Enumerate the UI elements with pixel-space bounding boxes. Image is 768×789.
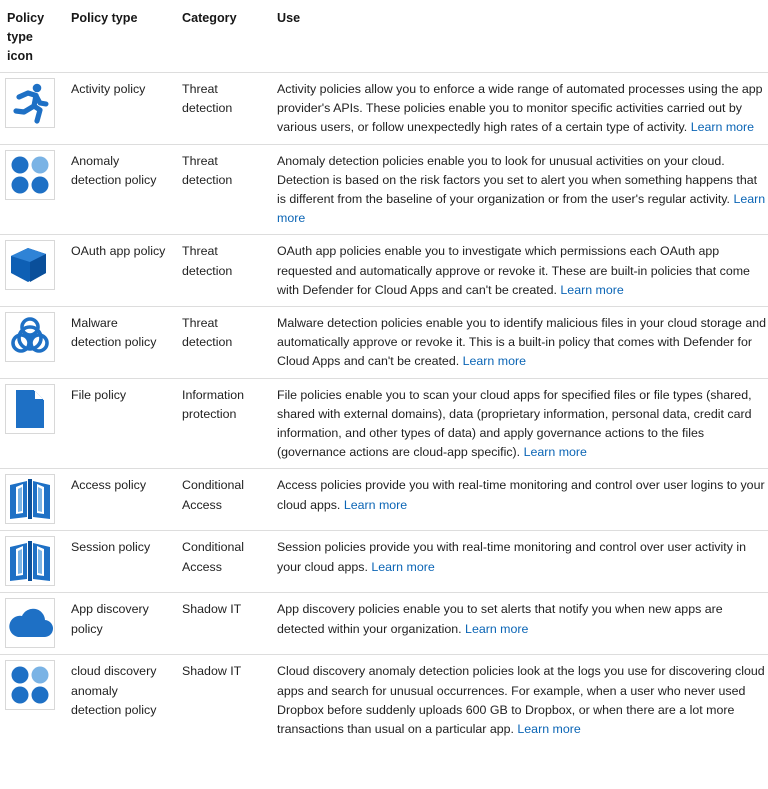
policy-type-cell: Activity policy [71, 82, 146, 96]
use-text: Cloud discovery anomaly detection policies look at the logs you use for discovering cloud apps and search for unusual occurrences. For example, when a user who never used Dropbox before suddenly uploads 600 GB to Dropbox, or when there are a lot more transactions than usual on a particular app. [277, 664, 765, 737]
table-header-row [0, 0, 768, 73]
header-use: Use [277, 11, 301, 25]
icon-cell [0, 73, 62, 145]
use-cell [268, 144, 768, 235]
policy-type-cell: OAuth app policy [71, 244, 166, 259]
policy-type-cell: Access policy [71, 478, 147, 493]
learn-more-link[interactable]: Learn more [371, 559, 435, 574]
table-row [0, 307, 768, 379]
use-cell [268, 469, 768, 531]
cube-icon [5, 240, 55, 290]
table-row [0, 469, 768, 531]
header-policy-type: Policy type [71, 11, 138, 25]
policy-type-cell: File policy [71, 387, 127, 402]
policy-type-cell: cloud discovery anomaly detection policy [71, 664, 157, 717]
policy-type-cell: App discovery policy [71, 602, 149, 636]
use-cell [268, 73, 768, 145]
category-cell: Threat detection [182, 244, 233, 278]
icon-cell [0, 469, 62, 531]
learn-more-link[interactable]: Learn more [465, 621, 529, 636]
use-text: File policies enable you to scan your cloud apps for specified files or file types (shared, shared with external domains), data (proprietary information, personal data, credit card information, and other types of data) and apply governance actions to the files (governance actions are cloud-app specific). [277, 387, 752, 460]
category-cell: Conditional Access [182, 478, 244, 512]
use-cell [268, 655, 768, 745]
use-text: Activity policies allow you to enforce a wide range of automated processes using the app provider's APIs. These policies enable you to monitor specific activities carried out by various users, or follow unexpectedly high rates of a certain type of activity. [277, 82, 763, 135]
policy-type-cell: Anomaly detection policy [71, 153, 157, 187]
use-cell [268, 307, 768, 379]
header-icon: Policy type icon [7, 11, 45, 63]
biohazard-icon [5, 312, 55, 362]
learn-more-link[interactable]: Learn more [523, 445, 587, 460]
learn-more-link[interactable]: Learn more [517, 722, 581, 737]
policy-type-cell: Session policy [71, 540, 151, 555]
icon-cell [0, 655, 62, 745]
category-cell: Shadow IT [182, 664, 242, 679]
use-text: Malware detection policies enable you to identify malicious files in your cloud storage and automatically approve or revoke it. This is a built-in policy that comes with Defender for Cloud Apps and can't be created. [277, 316, 767, 369]
use-text: Session policies provide you with real-time monitoring and control over user activity in your cloud apps. [277, 540, 746, 574]
running-person-icon [5, 78, 55, 128]
icon-cell [0, 144, 62, 235]
learn-more-link[interactable]: Learn more [343, 497, 408, 512]
category-cell: Threat detection [182, 153, 233, 187]
category-cell: Shadow IT [182, 602, 242, 617]
table-row [0, 531, 768, 593]
file-icon [5, 384, 55, 434]
category-cell: Conditional Access [182, 540, 244, 574]
use-cell [268, 235, 768, 307]
category-cell: Threat detection [182, 316, 233, 350]
four-dots-icon [5, 660, 55, 710]
header-category: Category [182, 11, 237, 25]
learn-more-link[interactable]: Learn more [462, 354, 526, 369]
open-book-icon [5, 536, 55, 586]
icon-cell [0, 531, 62, 593]
category-cell: Threat detection [182, 82, 233, 116]
learn-more-link[interactable]: Learn more [277, 192, 766, 226]
table-row [0, 235, 768, 307]
learn-more-link[interactable]: Learn more [560, 282, 624, 297]
use-cell [268, 593, 768, 655]
use-cell [268, 378, 768, 469]
table-row [0, 73, 768, 145]
policy-type-cell: Malware detection policy [71, 316, 157, 350]
use-text: Anomaly detection policies enable you to look for unusual activities on your cloud. Detection is based on the risk factors you set to alert you when something happens that is different from the baseline of your organization or from the user's regular activity. [277, 153, 758, 207]
use-text: OAuth app policies enable you to investigate which permissions each OAuth app requested and automatically approve or revoke it. These are built-in policies that come with Defender for Cloud Apps and can't be created. [277, 244, 750, 297]
use-text: Access policies provide you with real-time monitoring and control over user logins to your cloud apps. [277, 478, 765, 512]
table-row [0, 593, 768, 655]
table-row [0, 144, 768, 235]
four-dots-icon [5, 150, 55, 200]
use-text: App discovery policies enable you to set alerts that notify you when new apps are detected within your organization. [277, 602, 723, 636]
category-cell: Information protection [182, 387, 244, 421]
open-book-icon [5, 474, 55, 524]
learn-more-link[interactable]: Learn more [690, 120, 755, 135]
table-body [0, 73, 768, 746]
table-row [0, 655, 768, 745]
icon-cell [0, 307, 62, 379]
cloud-icon [5, 598, 55, 648]
table-row [0, 378, 768, 469]
icon-cell [0, 378, 62, 469]
icon-cell [0, 235, 62, 307]
icon-cell [0, 593, 62, 655]
use-cell [268, 531, 768, 593]
